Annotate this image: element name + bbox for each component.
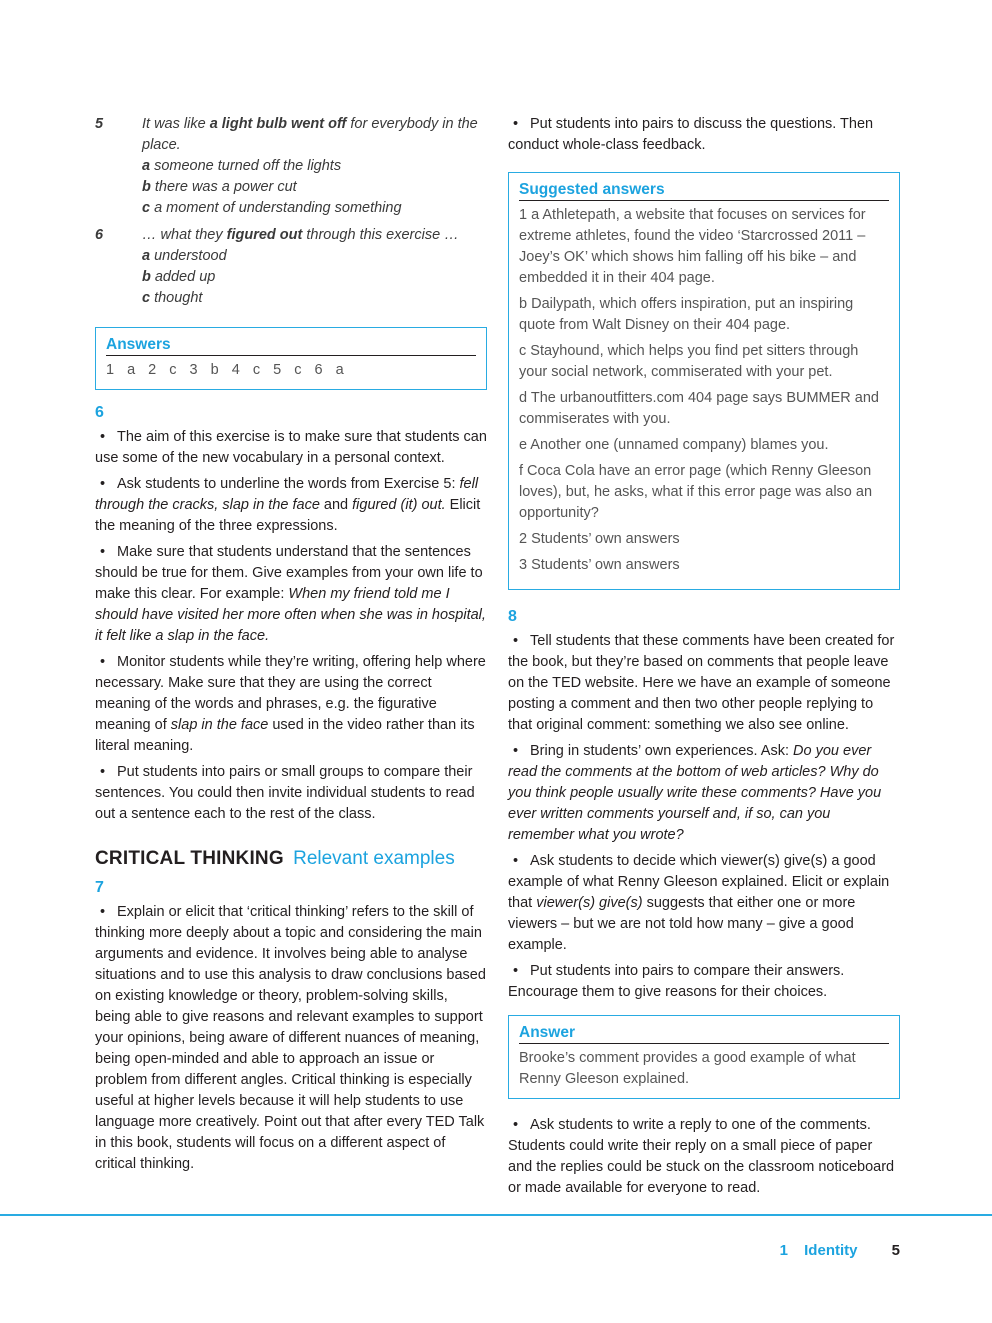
page-footer xyxy=(780,1240,900,1262)
suggested-answers-box xyxy=(508,172,900,590)
right-column xyxy=(508,114,900,1204)
suggested-answer-item: d The urbanoutfitters.com 404 page says BUMMER and commiserates with you. xyxy=(519,390,880,427)
option-b: b there was a power cut xyxy=(142,179,297,195)
page-number: 5 xyxy=(891,1242,900,1259)
suggested-answer-item: f Coca Cola have an error page (which Renny Gleeson loves), but, he asks, what if this error page was also an opportunity? xyxy=(519,463,873,521)
critical-thinking-heading xyxy=(95,847,487,871)
exercise-6-number: 6 xyxy=(95,404,104,421)
ex8-para-4: • Put students into pairs to compare their answers. Encourage them to give reasons for their choices. xyxy=(508,963,845,1000)
answer-box xyxy=(508,1015,900,1099)
final-para: • Ask students to write a reply to one of the comments. Students could write their reply on a small piece of paper and the replies could be stuck on the classroom noticeboard or made available for everyone to read. xyxy=(508,1117,895,1196)
question-stem: It was like xyxy=(142,116,210,132)
option-a: a someone turned off the lights xyxy=(142,158,342,174)
answers-box xyxy=(95,327,487,390)
option-b: b added up xyxy=(142,269,216,285)
question-stem-end: for everybody in the place. xyxy=(142,116,478,153)
footer-rule xyxy=(0,1214,992,1216)
question-stem-end: through this exercise … xyxy=(302,227,459,243)
ex8-para-3: • Ask students to decide which viewer(s) give(s) a good example of what Renny Gleeson explained. Elicit or explain that viewer(s) give(s) suggests that either one or more viewers – but we are not told how many – give a good example. xyxy=(508,853,890,953)
question-stem: … what they xyxy=(142,227,227,243)
ex6-para-5: • Put students into pairs or small groups to compare their sentences. You could then invite individual students to read out a sentence each to the rest of the class. xyxy=(95,764,475,822)
suggested-answer-item: 1 a Athletepath, a website that focuses on services for extreme athletes, found the video ‘Starcrossed 2011 – Joey’s OK’ which shows him falling off his bike – and embedded it in their 404 page. xyxy=(519,207,866,286)
suggested-answers-title: Suggested answers xyxy=(519,179,889,201)
left-column xyxy=(95,114,487,1180)
ex7-para-1: • Explain or elicit that ‘critical thinking’ refers to the skill of thinking more deeply about a topic and considering the main arguments and evidence. It involves being able to analyse situations and to use this analysis to draw conclusions based on existing knowledge or theory, problem-solving skills, being able to give reasons and relevant examples to support your opinions, being aware of different nuances of meaning, being open-minded and able to approach an issue or problem from different angles. Critical thinking is especially useful at higher levels because it will help students to use language more creatively. Point out that after every TED Talk in this book, students will focus on a different aspect of critical thinking. xyxy=(95,904,486,1172)
ex6-para-4: • Monitor students while they’re writing, offering help where necessary. Make sure that they are using the correct meaning of the words and phrases, e.g. the figurative meaning of slap in the face used in the video rather than its literal meaning. xyxy=(95,654,486,754)
answer-box-title: Answer xyxy=(519,1022,889,1044)
question-key-phrase: figured out xyxy=(226,227,303,243)
suggested-answer-item: 3 Students’ own answers xyxy=(519,557,680,573)
question-5 xyxy=(95,114,487,219)
option-a: a understood xyxy=(142,248,227,264)
ex6-para-3: • Make sure that students understand that the sentences should be true for them. Give examples from your own life to make this clear. For example: When my friend told me I should have visited her more often when she was in hospital, it felt like a slap in the face. xyxy=(95,544,486,644)
question-number: 5 xyxy=(95,116,104,132)
right-intro-para: • Put students into pairs to discuss the questions. Then conduct whole-class feedback. xyxy=(508,116,874,153)
unit-number: 1 xyxy=(779,1242,788,1259)
answers-box-title: Answers xyxy=(106,334,476,356)
question-6 xyxy=(95,225,487,309)
ex8-para-1: • Tell students that these comments have been created for the book, but they’re based on comments that people leave on the TED website. Here we have an example of someone posting a comment and then two other people replying to that original comment: something we also see online. xyxy=(508,633,895,733)
section-heading: CRITICAL THINKING xyxy=(95,848,284,869)
ex6-para-2: • Ask students to underline the words from Exercise 5: fell through the cracks, slap in the face and figured (it) out. Elicit the meaning of the three expressions. xyxy=(95,476,481,534)
answers-box-text: 1 a 2 c 3 b 4 c 5 c 6 a xyxy=(106,362,346,378)
exercise-7-number: 7 xyxy=(95,879,104,896)
suggested-answer-item: 2 Students’ own answers xyxy=(519,531,680,547)
option-c: c thought xyxy=(142,290,203,306)
ex8-para-2: • Bring in students’ own experiences. Ask: Do you ever read the comments at the bottom of web articles? Why do you think people usually write these comments? Have you ever written comments yourself and, if so, can you remember what you wrote? xyxy=(508,743,882,843)
ex6-para-1: • The aim of this exercise is to make sure that students can use some of the new vocabulary in a personal context. xyxy=(95,429,487,466)
question-number: 6 xyxy=(95,227,104,243)
unit-name: Identity xyxy=(804,1242,858,1259)
exercise-8-number: 8 xyxy=(508,608,517,625)
question-key-phrase: a light bulb went off xyxy=(209,116,347,132)
section-subheading: Relevant examples xyxy=(293,848,455,869)
suggested-answer-item: b Dailypath, which offers inspiration, put an inspiring quote from Walt Disney on their 404 page. xyxy=(519,296,854,333)
suggested-answer-item: e Another one (unnamed company) blames you. xyxy=(519,437,829,453)
option-c: c a moment of understanding something xyxy=(142,200,402,216)
suggested-answer-item: c Stayhound, which helps you find pet sitters through your social network, commiserated with your pet. xyxy=(519,343,859,380)
answer-box-text: Brooke’s comment provides a good example of what Renny Gleeson explained. xyxy=(519,1050,856,1087)
